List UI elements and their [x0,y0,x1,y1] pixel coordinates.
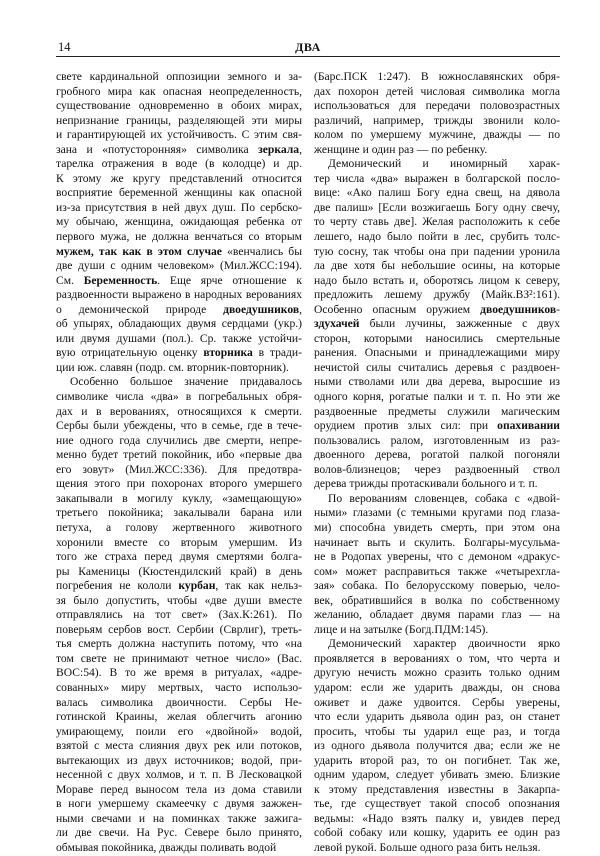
text-line: зая» собака. По белорусскому поверью, чело- [314,579,560,593]
text-line: из одного дьявола получится два; если же не [314,739,560,753]
text-line: того же страха перед двумя смертями болга- [56,550,302,564]
text-line: несенной с двух холмов, и т. п. В Лесковацкой [56,768,302,782]
text-line: закапывали в могилу куклу, «замещающую» [56,491,302,505]
text-line: К этому же кругу представлений относится [56,171,302,185]
text-line: тье, где существует такой способ опознания [314,797,560,811]
text-line: петуха, а голову жертвенного животного [56,520,302,534]
text-line: Особенно опасным оружием двоедушников- [314,302,560,316]
text-line: ВОС:54). В то же время в ритуалах, «адре- [56,666,302,680]
text-line: сторон, которыми наносились смертельные [314,331,560,345]
text-line: хоронили вместе со вторым умершим. Из [56,535,302,549]
text-line: мужем, так как в этом случае «венчались бы [56,244,302,258]
text-line: век, обратившийся в волка по собственному [314,593,560,607]
text-line: поверьям сербов вост. Сербии (Сврлиг), треть- [56,622,302,636]
text-line: лице и на затылке (Богд.ПДМ:145). [314,622,489,636]
text-line: По верованиям словенцев, собака с «двой- [328,491,560,505]
text-line: гробного мира как опасная неопределенность, [56,84,302,98]
text-line: тья смерть должна наступить потому, что «на [56,637,302,651]
text-line: восприятие беременной женщины как опасной [56,186,302,200]
text-line: См. Беременность. Еще ярче отношение к [56,273,302,287]
text-line: сом» может расправиться также «четырехгла- [314,564,560,578]
text-line: его зовут» (Мил.ЖСС:336). Для предотвра- [56,462,302,476]
text-line: (Барс.ПСК 1:247). В южнославянских обря- [314,70,560,83]
text-line: том свете не принимают четное число» (Вас. [56,651,302,665]
text-line: к этому представления известны в Закарпа- [314,782,560,796]
text-line: Особенно большое значение придавалось [70,375,302,389]
text-line: ции юж. славян (подр. см. вторник-повторник). [56,360,289,374]
text-line: раздвоенности выражено в народных верованиях [56,288,302,302]
text-line: одним ударом, следует убивать змею. Близкие [314,768,560,782]
right-column [314,70,560,856]
text-line: обмывая покойника, дважды поливать водой [56,840,277,854]
text-line: Сербы были убеждены, что в семье, где в тече- [56,419,302,433]
text-line: ла две хотя бы небольшие осины, на которые [314,259,560,273]
running-title: ДВА [295,40,321,54]
text-line: проявляется в верованиях о том, что черта и [314,651,560,665]
text-line: собой собаку или кошку, ударить ее один раз [314,826,560,840]
text-line: непризнание границы, разделяющей эти миры [56,113,302,127]
text-line: ры Каменицы (Кюстендилский край) в день [56,564,302,578]
text-line: Демонический характер двоичности ярко [328,637,560,651]
text-line: тую сосну, так чтобы она при падении уронила [314,244,560,258]
text-line: ли две свечи. На Рус. Севере было принято, [56,826,302,840]
text-line: ранения. Опасными и принадлежащими миру [314,346,560,360]
text-line: две души с одним человеком» (Мил.ЖСС:194). [56,259,302,273]
text-line: оживет и даже удвоится. Сербы уверены, [314,695,560,709]
text-line: и гарантирующей их устойчивость. С этим свя- [56,128,302,142]
text-line: что если ударить дьявола один раз, он станет [314,710,560,724]
text-line: нечистой силы считались деревья с раздвоен- [314,360,560,374]
left-column [56,70,302,856]
text-line: ными» глазами (с темными кругами под глаза- [314,506,560,520]
text-line: колом по умершему мужчине, дважды — по [314,128,560,142]
text-line: зя было допустить, чтобы «две души вместе [56,593,302,607]
text-line: начинает выть и скулить. Болгары-мусульма- [314,535,560,549]
text-line: отправлялись на тот свет» (Зах.К:261). По [56,608,302,622]
page-header [56,40,560,57]
text-line: свете кардинальной оппозиции земного и за- [56,70,302,83]
text-line: надо было встать и, оборотясь лицом к северу, [314,273,560,287]
text-line: вытекающих из двух источников; водой, при- [56,753,302,767]
text-line: лешего, надо было пойти в лес, срубить толс- [314,230,560,244]
text-line: не в Родопах уверены, что с демоном «дракус- [314,550,560,564]
text-line: ми) способна увидеть смерть, при этом она [314,520,560,534]
page-number: 14 [58,40,71,54]
text-line: другую нечисть можно сразить только одним [314,666,560,680]
text-line: ударить второй раз, то он погибнет. Так же, [314,753,560,767]
text-line: об упырях, обладающих двумя сердцами (укр.) [56,317,302,331]
text-line: просить, чтобы ты ударил еще раз, и тогда [314,724,560,738]
text-line: различий, например, трижды звонили коло- [314,113,560,127]
text-line: первого мужа, не должна венчаться со вторым [56,230,302,244]
text-line: менно будет третий покойник, ибо «первые два [56,448,302,462]
text-line: вую отрицательную оценку вторника в тради- [56,346,302,360]
text-line: третьего покойника; закалывали барана или [56,506,302,520]
text-line: орудием против злых сил: при опахивании [314,419,560,433]
text-line: раздвоенные предметы служили магическим [314,404,560,418]
text-line: пользовались ралом, изготовленным из раз- [314,433,560,447]
text-line: тарелка отражения в воде (в колодце) и др. [56,157,302,171]
text-line: му обычаю, женщина, ожидающая ребенка от [56,215,302,229]
text-line: тер числа «два» выражен в болгарской посло- [314,171,560,185]
text-line: зана и «потусторонняя» символика зеркала, [56,142,302,156]
text-line: дерева трижды протаскивали больного и т. п. [314,477,538,491]
text-line: предложить лешему дружбу (Майк.ВЗ²:161). [314,288,560,302]
text-line: валась символика двоичности. Сербы Не- [56,695,302,709]
text-line: сованных» миру мертвых, часто использо- [56,680,302,694]
text-line: существование одновременно в обоих мирах, [56,99,302,113]
text-line: щения этого при похоронах второго умершего [56,477,302,491]
text-line: то черту ставь две]. Желая расположить к себе [314,215,560,229]
text-line: готинской Краины, желая облегчить агонию [56,710,302,724]
text-line: умирающему, поили его «двойной» водой, [56,724,302,738]
text-line: двоенного дерева, рогатой палкой погоняли [314,448,560,462]
text-line: погребения не кололи курбан, так как нельз- [56,579,302,593]
text-line: ными свечами и на поминках также зажига- [56,811,302,825]
text-line: ударом: если же ударить дважды, он снова [314,680,560,694]
text-line: левой рукой. Больше одного раза бить нельзя. [314,840,541,854]
text-line: Мораве перед выносом тела из дома ставили [56,782,302,796]
text-line: вице: «Ако палиш Богу една свещ, на дявола [314,186,560,200]
text-line: Демонический и иномирный харак- [328,157,560,171]
text-line: ведьмы: «Надо взять палку и, увидев перед [314,811,560,825]
text-line: ние одного года случились две смерти, непре- [56,433,302,447]
text-line: использоваться для передачи половозрастных [314,99,560,113]
text-line: дах и в верованиях, относящихся к смерти. [56,404,302,418]
text-line: ными стволами или два дерева, выросшие из [314,375,560,389]
text-line: волов-близнецов; через раздвоенный ствол [314,462,560,476]
text-line: в ноги умершему скамеечку с двумя зажжен- [56,797,302,811]
text-line: две палиш» [Если возжигаешь Богу одну свечу, [314,200,560,214]
text-line: одного корня, рогатые палки и т. п. Но эти же [314,390,560,404]
text-line: из-за присутствия в ней двух душ. По сербско- [56,200,302,214]
text-line: желанию, обладает двумя парами глаз — на [314,608,560,622]
text-line: женщине и один раз — по ребенку. [314,142,488,156]
text-line: о демонической природе двоедушников, [56,302,302,316]
text-line: здухачей были лучины, зажженные с двух [314,317,560,331]
text-line: или двумя душами (пол.). Ср. также устойчи- [56,331,302,345]
text-line: взятой с места слияния двух рек или потоков, [56,739,302,753]
text-line: дах похорон детей числовая символика могла [314,84,560,98]
text-line: символике числа «два» в погребальных обря- [56,390,302,404]
